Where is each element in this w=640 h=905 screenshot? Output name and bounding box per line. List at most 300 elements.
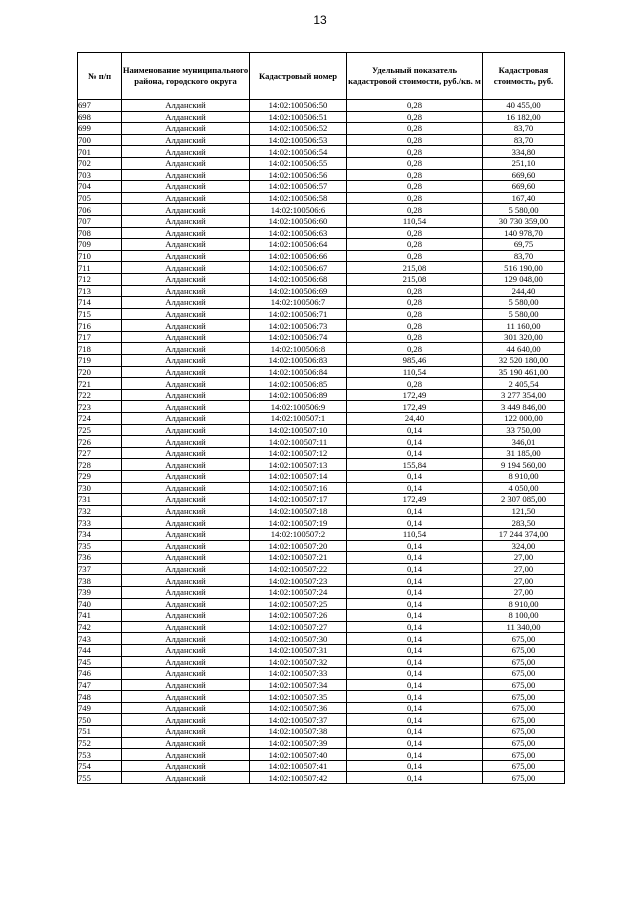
row-number-cell: 726 <box>78 436 122 448</box>
cadastral-value-cell: 675,00 <box>483 702 565 714</box>
row-number-cell: 729 <box>78 471 122 483</box>
district-cell: Алданский <box>122 563 250 575</box>
row-number-cell: 734 <box>78 528 122 540</box>
row-number-cell: 754 <box>78 760 122 772</box>
district-cell: Алданский <box>122 157 250 169</box>
specific-rate-cell: 0,28 <box>347 227 483 239</box>
row-number-cell: 748 <box>78 691 122 703</box>
specific-rate-cell: 0,14 <box>347 586 483 598</box>
cadastral-value-cell: 8 910,00 <box>483 598 565 610</box>
table-row <box>78 471 565 483</box>
cadastral-number-cell: 14:02:100507:21 <box>250 552 347 564</box>
cadastral-number-cell: 14:02:100507:23 <box>250 575 347 587</box>
cadastral-number-cell: 14:02:100507:2 <box>250 528 347 540</box>
row-number-cell: 735 <box>78 540 122 552</box>
specific-rate-cell: 0,14 <box>347 691 483 703</box>
table-row <box>78 656 565 668</box>
table-row <box>78 482 565 494</box>
row-number-cell: 716 <box>78 320 122 332</box>
cadastral-number-cell: 14:02:100506:89 <box>250 389 347 401</box>
district-cell: Алданский <box>122 714 250 726</box>
district-cell: Алданский <box>122 610 250 622</box>
district-cell: Алданский <box>122 505 250 517</box>
row-number-cell: 698 <box>78 111 122 123</box>
header-specific-rate: Удельный показатель кадастровой стоимости, руб./кв. м <box>347 53 483 100</box>
specific-rate-cell: 0,14 <box>347 610 483 622</box>
row-number-cell: 743 <box>78 633 122 645</box>
cadastral-number-cell: 14:02:100507:39 <box>250 737 347 749</box>
page-number: 13 <box>313 13 327 27</box>
district-cell: Алданский <box>122 494 250 506</box>
row-number-cell: 697 <box>78 100 122 112</box>
cadastral-number-cell: 14:02:100507:30 <box>250 633 347 645</box>
table-row <box>78 679 565 691</box>
specific-rate-cell: 110,54 <box>347 215 483 227</box>
row-number-cell: 699 <box>78 123 122 135</box>
cadastral-value-cell: 27,00 <box>483 586 565 598</box>
specific-rate-cell: 0,14 <box>347 436 483 448</box>
cadastral-number-cell: 14:02:100507:36 <box>250 702 347 714</box>
cadastral-value-cell: 675,00 <box>483 737 565 749</box>
specific-rate-cell: 0,14 <box>347 760 483 772</box>
cadastral-value-cell: 675,00 <box>483 656 565 668</box>
cadastral-number-cell: 14:02:100507:35 <box>250 691 347 703</box>
district-cell: Алданский <box>122 250 250 262</box>
cadastral-number-cell: 14:02:100506:64 <box>250 239 347 251</box>
cadastral-value-cell: 675,00 <box>483 772 565 784</box>
cadastral-value-cell: 669,60 <box>483 181 565 193</box>
cadastral-number-cell: 14:02:100506:71 <box>250 308 347 320</box>
cadastral-value-cell: 244,40 <box>483 285 565 297</box>
cadastral-value-cell: 675,00 <box>483 644 565 656</box>
row-number-cell: 719 <box>78 355 122 367</box>
district-cell: Алданский <box>122 273 250 285</box>
table-row <box>78 413 565 425</box>
specific-rate-cell: 0,28 <box>347 111 483 123</box>
table-row <box>78 250 565 262</box>
cadastral-number-cell: 14:02:100507:14 <box>250 471 347 483</box>
cadastral-value-cell: 5 580,00 <box>483 308 565 320</box>
cadastral-number-cell: 14:02:100507:32 <box>250 656 347 668</box>
cadastral-value-cell: 16 182,00 <box>483 111 565 123</box>
cadastral-number-cell: 14:02:100506:57 <box>250 181 347 193</box>
header-row <box>78 53 565 100</box>
cadastral-number-cell: 14:02:100507:19 <box>250 517 347 529</box>
cadastral-value-cell: 27,00 <box>483 563 565 575</box>
table-row <box>78 111 565 123</box>
specific-rate-cell: 0,14 <box>347 552 483 564</box>
cadastral-number-cell: 14:02:100507:13 <box>250 459 347 471</box>
row-number-cell: 736 <box>78 552 122 564</box>
district-cell: Алданский <box>122 586 250 598</box>
cadastral-value-cell: 4 050,00 <box>483 482 565 494</box>
specific-rate-cell: 0,28 <box>347 123 483 135</box>
row-number-cell: 742 <box>78 621 122 633</box>
table-row <box>78 181 565 193</box>
specific-rate-cell: 0,14 <box>347 633 483 645</box>
cadastral-value-cell: 9 194 560,00 <box>483 459 565 471</box>
cadastral-number-cell: 14:02:100506:58 <box>250 192 347 204</box>
specific-rate-cell: 0,28 <box>347 308 483 320</box>
cadastral-number-cell: 14:02:100506:63 <box>250 227 347 239</box>
row-number-cell: 721 <box>78 378 122 390</box>
row-number-cell: 718 <box>78 343 122 355</box>
cadastral-value-cell: 122 000,00 <box>483 413 565 425</box>
row-number-cell: 728 <box>78 459 122 471</box>
specific-rate-cell: 0,14 <box>347 772 483 784</box>
cadastral-value-cell: 2 405,54 <box>483 378 565 390</box>
table-row <box>78 760 565 772</box>
table-row <box>78 702 565 714</box>
cadastral-value-cell: 669,60 <box>483 169 565 181</box>
cadastral-value-cell: 5 580,00 <box>483 204 565 216</box>
specific-rate-cell: 0,14 <box>347 668 483 680</box>
table-row <box>78 366 565 378</box>
specific-rate-cell: 0,14 <box>347 447 483 459</box>
cadastral-number-cell: 14:02:100507:26 <box>250 610 347 622</box>
cadastral-number-cell: 14:02:100507:37 <box>250 714 347 726</box>
table-row <box>78 633 565 645</box>
table-row <box>78 668 565 680</box>
cadastral-value-cell: 33 750,00 <box>483 424 565 436</box>
cadastral-number-cell: 14:02:100506:69 <box>250 285 347 297</box>
row-number-cell: 730 <box>78 482 122 494</box>
cadastral-number-cell: 14:02:100506:83 <box>250 355 347 367</box>
specific-rate-cell: 0,14 <box>347 656 483 668</box>
table-row <box>78 100 565 112</box>
district-cell: Алданский <box>122 668 250 680</box>
row-number-cell: 701 <box>78 146 122 158</box>
row-number-cell: 722 <box>78 389 122 401</box>
specific-rate-cell: 0,28 <box>347 134 483 146</box>
row-number-cell: 749 <box>78 702 122 714</box>
table-row <box>78 540 565 552</box>
specific-rate-cell: 985,46 <box>347 355 483 367</box>
row-number-cell: 755 <box>78 772 122 784</box>
district-cell: Алданский <box>122 517 250 529</box>
row-number-cell: 724 <box>78 413 122 425</box>
cadastral-number-cell: 14:02:100507:31 <box>250 644 347 656</box>
table-row <box>78 505 565 517</box>
district-cell: Алданский <box>122 285 250 297</box>
cadastral-value-cell: 40 455,00 <box>483 100 565 112</box>
row-number-cell: 747 <box>78 679 122 691</box>
specific-rate-cell: 0,14 <box>347 482 483 494</box>
table-row <box>78 644 565 656</box>
specific-rate-cell: 24,40 <box>347 413 483 425</box>
specific-rate-cell: 0,14 <box>347 749 483 761</box>
cadastral-value-cell: 32 520 180,00 <box>483 355 565 367</box>
row-number-cell: 744 <box>78 644 122 656</box>
district-cell: Алданский <box>122 749 250 761</box>
cadastral-value-cell: 2 307 085,00 <box>483 494 565 506</box>
table-row <box>78 528 565 540</box>
specific-rate-cell: 172,49 <box>347 401 483 413</box>
specific-rate-cell: 0,28 <box>347 297 483 309</box>
district-cell: Алданский <box>122 134 250 146</box>
specific-rate-cell: 0,28 <box>347 204 483 216</box>
specific-rate-cell: 0,14 <box>347 563 483 575</box>
table-row <box>78 297 565 309</box>
row-number-cell: 713 <box>78 285 122 297</box>
row-number-cell: 709 <box>78 239 122 251</box>
row-number-cell: 745 <box>78 656 122 668</box>
cadastral-value-cell: 675,00 <box>483 760 565 772</box>
district-cell: Алданский <box>122 111 250 123</box>
specific-rate-cell: 0,28 <box>347 157 483 169</box>
district-cell: Алданский <box>122 181 250 193</box>
district-cell: Алданский <box>122 227 250 239</box>
table-row <box>78 714 565 726</box>
specific-rate-cell: 172,49 <box>347 389 483 401</box>
district-cell: Алданский <box>122 772 250 784</box>
cadastral-value-cell: 324,00 <box>483 540 565 552</box>
table-row <box>78 772 565 784</box>
specific-rate-cell: 0,14 <box>347 540 483 552</box>
table-row <box>78 123 565 135</box>
cadastral-value-cell: 129 048,00 <box>483 273 565 285</box>
row-number-cell: 753 <box>78 749 122 761</box>
table-header <box>78 53 565 100</box>
row-number-cell: 702 <box>78 157 122 169</box>
table-row <box>78 494 565 506</box>
district-cell: Алданский <box>122 598 250 610</box>
row-number-cell: 740 <box>78 598 122 610</box>
table-row <box>78 227 565 239</box>
cadastral-value-cell: 31 185,00 <box>483 447 565 459</box>
district-cell: Алданский <box>122 575 250 587</box>
row-number-cell: 746 <box>78 668 122 680</box>
cadastral-number-cell: 14:02:100506:60 <box>250 215 347 227</box>
cadastral-number-cell: 14:02:100507:27 <box>250 621 347 633</box>
cadastral-number-cell: 14:02:100506:66 <box>250 250 347 262</box>
district-cell: Алданский <box>122 691 250 703</box>
cadastral-value-cell: 3 277 354,00 <box>483 389 565 401</box>
cadastral-number-cell: 14:02:100506:53 <box>250 134 347 146</box>
district-cell: Алданский <box>122 447 250 459</box>
table-row <box>78 157 565 169</box>
specific-rate-cell: 0,28 <box>347 181 483 193</box>
cadastral-value-cell: 27,00 <box>483 552 565 564</box>
specific-rate-cell: 0,14 <box>347 505 483 517</box>
specific-rate-cell: 0,28 <box>347 285 483 297</box>
row-number-cell: 732 <box>78 505 122 517</box>
row-number-cell: 707 <box>78 215 122 227</box>
table-row <box>78 308 565 320</box>
district-cell: Алданский <box>122 100 250 112</box>
specific-rate-cell: 0,28 <box>347 192 483 204</box>
row-number-cell: 739 <box>78 586 122 598</box>
cadastral-number-cell: 14:02:100507:20 <box>250 540 347 552</box>
district-cell: Алданский <box>122 262 250 274</box>
district-cell: Алданский <box>122 308 250 320</box>
table-row <box>78 389 565 401</box>
row-number-cell: 705 <box>78 192 122 204</box>
specific-rate-cell: 215,08 <box>347 262 483 274</box>
table-row <box>78 343 565 355</box>
cadastral-number-cell: 14:02:100507:16 <box>250 482 347 494</box>
table-row <box>78 447 565 459</box>
cadastral-value-table <box>77 52 565 784</box>
cadastral-number-cell: 14:02:100506:52 <box>250 123 347 135</box>
row-number-cell: 731 <box>78 494 122 506</box>
cadastral-value-cell: 83,70 <box>483 123 565 135</box>
specific-rate-cell: 0,28 <box>347 100 483 112</box>
cadastral-number-cell: 14:02:100506:6 <box>250 204 347 216</box>
district-cell: Алданский <box>122 656 250 668</box>
table-row <box>78 239 565 251</box>
specific-rate-cell: 155,84 <box>347 459 483 471</box>
row-number-cell: 711 <box>78 262 122 274</box>
cadastral-value-cell: 69,75 <box>483 239 565 251</box>
table-row <box>78 320 565 332</box>
specific-rate-cell: 0,14 <box>347 424 483 436</box>
table-row <box>78 598 565 610</box>
specific-rate-cell: 0,14 <box>347 702 483 714</box>
district-cell: Алданский <box>122 644 250 656</box>
cadastral-number-cell: 14:02:100507:38 <box>250 726 347 738</box>
row-number-cell: 738 <box>78 575 122 587</box>
cadastral-number-cell: 14:02:100507:1 <box>250 413 347 425</box>
district-cell: Алданский <box>122 540 250 552</box>
table-row <box>78 215 565 227</box>
specific-rate-cell: 0,28 <box>347 343 483 355</box>
row-number-cell: 750 <box>78 714 122 726</box>
table-row <box>78 726 565 738</box>
district-cell: Алданский <box>122 192 250 204</box>
row-number-cell: 700 <box>78 134 122 146</box>
cadastral-value-cell: 346,01 <box>483 436 565 448</box>
district-cell: Алданский <box>122 123 250 135</box>
row-number-cell: 727 <box>78 447 122 459</box>
row-number-cell: 741 <box>78 610 122 622</box>
row-number-cell: 725 <box>78 424 122 436</box>
specific-rate-cell: 0,14 <box>347 575 483 587</box>
district-cell: Алданский <box>122 169 250 181</box>
cadastral-value-cell: 3 449 846,00 <box>483 401 565 413</box>
specific-rate-cell: 0,28 <box>347 146 483 158</box>
header-district-name: Наименование муниципального района, городского округа <box>122 53 250 100</box>
district-cell: Алданский <box>122 378 250 390</box>
specific-rate-cell: 110,54 <box>347 528 483 540</box>
district-cell: Алданский <box>122 621 250 633</box>
cadastral-number-cell: 14:02:100506:56 <box>250 169 347 181</box>
cadastral-number-cell: 14:02:100507:11 <box>250 436 347 448</box>
district-cell: Алданский <box>122 552 250 564</box>
row-number-cell: 717 <box>78 331 122 343</box>
cadastral-value-cell: 44 640,00 <box>483 343 565 355</box>
district-cell: Алданский <box>122 215 250 227</box>
table-row <box>78 331 565 343</box>
cadastral-number-cell: 14:02:100507:40 <box>250 749 347 761</box>
table-row <box>78 401 565 413</box>
table-row <box>78 204 565 216</box>
district-cell: Алданский <box>122 760 250 772</box>
cadastral-value-cell: 5 580,00 <box>483 297 565 309</box>
table-row <box>78 621 565 633</box>
cadastral-number-cell: 14:02:100506:55 <box>250 157 347 169</box>
row-number-cell: 706 <box>78 204 122 216</box>
row-number-cell: 710 <box>78 250 122 262</box>
table-row <box>78 355 565 367</box>
specific-rate-cell: 0,14 <box>347 737 483 749</box>
district-cell: Алданский <box>122 459 250 471</box>
table-row <box>78 610 565 622</box>
cadastral-value-cell: 35 190 461,00 <box>483 366 565 378</box>
cadastral-number-cell: 14:02:100507:33 <box>250 668 347 680</box>
row-number-cell: 733 <box>78 517 122 529</box>
cadastral-number-cell: 14:02:100507:25 <box>250 598 347 610</box>
cadastral-value-cell: 675,00 <box>483 633 565 645</box>
specific-rate-cell: 172,49 <box>347 494 483 506</box>
district-cell: Алданский <box>122 413 250 425</box>
cadastral-number-cell: 14:02:100506:54 <box>250 146 347 158</box>
cadastral-value-cell: 251,10 <box>483 157 565 169</box>
cadastral-number-cell: 14:02:100507:24 <box>250 586 347 598</box>
table-row <box>78 424 565 436</box>
specific-rate-cell: 0,28 <box>347 169 483 181</box>
cadastral-number-cell: 14:02:100507:41 <box>250 760 347 772</box>
cadastral-value-cell: 27,00 <box>483 575 565 587</box>
specific-rate-cell: 0,14 <box>347 621 483 633</box>
row-number-cell: 751 <box>78 726 122 738</box>
specific-rate-cell: 0,28 <box>347 320 483 332</box>
district-cell: Алданский <box>122 424 250 436</box>
cadastral-value-cell: 283,50 <box>483 517 565 529</box>
specific-rate-cell: 0,28 <box>347 250 483 262</box>
table-row <box>78 459 565 471</box>
district-cell: Алданский <box>122 471 250 483</box>
district-cell: Алданский <box>122 146 250 158</box>
row-number-cell: 708 <box>78 227 122 239</box>
specific-rate-cell: 0,14 <box>347 598 483 610</box>
cadastral-number-cell: 14:02:100506:51 <box>250 111 347 123</box>
cadastral-value-cell: 11 160,00 <box>483 320 565 332</box>
specific-rate-cell: 0,14 <box>347 679 483 691</box>
district-cell: Алданский <box>122 343 250 355</box>
district-cell: Алданский <box>122 702 250 714</box>
cadastral-value-cell: 17 244 374,00 <box>483 528 565 540</box>
specific-rate-cell: 0,14 <box>347 726 483 738</box>
cadastral-number-cell: 14:02:100507:17 <box>250 494 347 506</box>
cadastral-number-cell: 14:02:100506:84 <box>250 366 347 378</box>
district-cell: Алданский <box>122 401 250 413</box>
table-row <box>78 749 565 761</box>
cadastral-value-cell: 301 320,00 <box>483 331 565 343</box>
district-cell: Алданский <box>122 331 250 343</box>
table-body <box>78 100 565 784</box>
cadastral-value-cell: 675,00 <box>483 691 565 703</box>
specific-rate-cell: 0,28 <box>347 331 483 343</box>
table-row <box>78 134 565 146</box>
table-row <box>78 691 565 703</box>
table-row <box>78 586 565 598</box>
district-cell: Алданский <box>122 239 250 251</box>
cadastral-value-cell: 675,00 <box>483 714 565 726</box>
cadastral-number-cell: 14:02:100507:42 <box>250 772 347 784</box>
district-cell: Алданский <box>122 320 250 332</box>
table-row <box>78 262 565 274</box>
specific-rate-cell: 110,54 <box>347 366 483 378</box>
cadastral-number-cell: 14:02:100507:10 <box>250 424 347 436</box>
row-number-cell: 715 <box>78 308 122 320</box>
cadastral-number-cell: 14:02:100506:68 <box>250 273 347 285</box>
row-number-cell: 712 <box>78 273 122 285</box>
district-cell: Алданский <box>122 297 250 309</box>
header-cadastral-value: Кадастровая стоимость, руб. <box>483 53 565 100</box>
row-number-cell: 714 <box>78 297 122 309</box>
cadastral-value-cell: 675,00 <box>483 726 565 738</box>
